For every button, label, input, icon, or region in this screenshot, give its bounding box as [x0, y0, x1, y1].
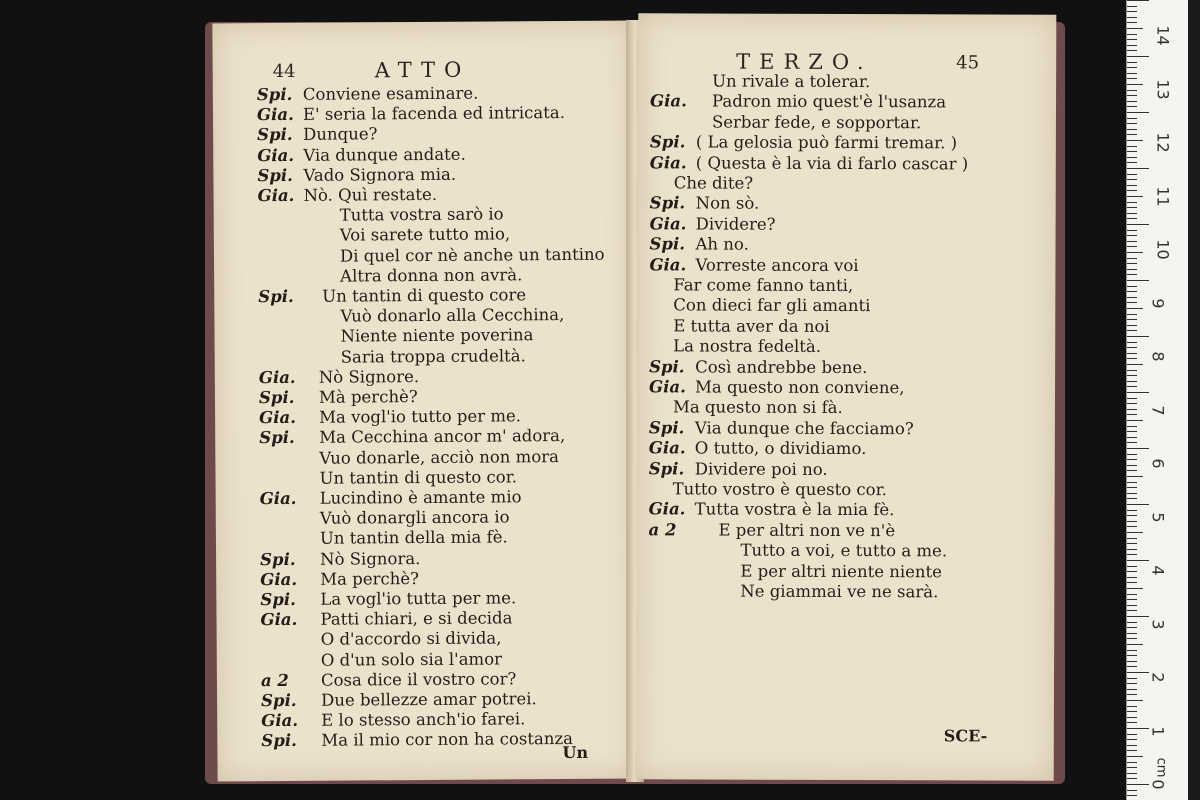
ruler-tick: [1127, 778, 1137, 779]
ruler-tick: [1127, 112, 1149, 113]
text-line: [636, 561, 1054, 581]
ruler-tick: [1127, 694, 1137, 695]
ruler-tick: [1127, 50, 1137, 51]
ruler-tick: [1127, 157, 1137, 158]
ruler-tick: [1127, 358, 1137, 359]
ruler-tick: [1127, 722, 1137, 723]
text-line: [637, 479, 1055, 500]
ruler-tick: [1127, 398, 1137, 399]
verse-text: O tutto, o dividiamo.: [694, 438, 867, 459]
ruler-tick: [1127, 470, 1137, 471]
ruler-label: 14: [1153, 25, 1173, 46]
ruler-tick: [1127, 0, 1149, 1]
page-number-left: 44: [272, 60, 296, 83]
ruler-tick: [1127, 140, 1143, 141]
ruler-tick: [1127, 258, 1137, 259]
ruler-label: 4: [1148, 565, 1168, 576]
ruler-tick: [1127, 622, 1137, 623]
ruler-tick: [1127, 454, 1137, 455]
ruler-tick: [1127, 734, 1137, 735]
verse-text: E tutta aver da noi: [673, 316, 830, 336]
verse-text: Un rivale a tolerar.: [712, 71, 871, 92]
speaker-label: Gia.: [649, 152, 687, 173]
ruler-tick: [1127, 106, 1137, 107]
ruler-label: 9: [1148, 297, 1168, 309]
text-line: [638, 214, 1056, 234]
verse-text: Vado Signora mia.: [303, 164, 457, 185]
verse-text: Saria troppa crudeltà.: [340, 345, 526, 367]
verse-text: Lucindino è amante mio: [319, 487, 522, 508]
right-text-block: [636, 13, 1057, 780]
text-line: [637, 418, 1055, 439]
verse-text: Due bellezze amar potrei.: [321, 689, 537, 710]
ruler-tick: [1127, 678, 1137, 679]
ruler-tick: [1127, 560, 1149, 561]
verse-text: E per altri niente niente: [740, 561, 942, 581]
ruler-tick: [1127, 476, 1143, 477]
speaker-label: Gia.: [649, 254, 687, 275]
ruler-tick: [1127, 459, 1137, 460]
ruler-tick: [1127, 218, 1137, 219]
ruler-tick: [1127, 414, 1137, 415]
verse-text: Dividere poi no.: [694, 459, 828, 479]
catchword-left: Un: [562, 742, 589, 763]
ruler-tick: [1127, 711, 1137, 712]
ruler-tick: [1127, 706, 1137, 707]
verse-text: Padron mio quest'è l'usanza: [711, 91, 947, 112]
ruler-tick: [1127, 62, 1137, 63]
speaker-label: Spi.: [260, 549, 296, 569]
text-line: [638, 112, 1056, 133]
ruler-tick: [1127, 45, 1137, 46]
ruler-tick: [1127, 146, 1137, 147]
ruler-label: 7: [1148, 404, 1168, 416]
ruler-tick: [1127, 375, 1137, 376]
verse-text: Ne giammai ve ne sarà.: [740, 581, 939, 602]
verse-text: La vogl'io tutta per me.: [320, 588, 517, 609]
ruler-tick: [1127, 314, 1137, 315]
ruler-tick: [1127, 224, 1149, 225]
ruler-tick: [1127, 174, 1137, 175]
speaker-label: Gia.: [256, 105, 294, 125]
ruler-tick: [1127, 442, 1137, 443]
ruler-tick: [1127, 392, 1149, 393]
ruler-tick: [1127, 728, 1149, 729]
ruler-tick: [1127, 101, 1137, 102]
speaker-label: a 2: [648, 520, 677, 540]
ruler-tick: [1127, 297, 1137, 298]
ruler-tick: [1127, 28, 1143, 29]
ruler-tick: [1127, 134, 1137, 135]
ruler-tick: [1127, 750, 1137, 751]
ruler-tick: [1127, 549, 1137, 550]
ruler-tick: [1127, 11, 1137, 12]
speaker-label: Spi.: [259, 428, 295, 448]
text-line: [638, 71, 1056, 92]
verse-text: Niente niente poverina: [340, 325, 534, 346]
page-number-right: 45: [956, 52, 980, 74]
ruler-tick: [1127, 252, 1143, 253]
ruler-tick: [1127, 246, 1137, 247]
ruler-label: 11: [1153, 185, 1173, 207]
ruler-tick: [1127, 538, 1137, 539]
ruler-tick: [1127, 426, 1137, 427]
verse-text: Tutta vostra è la mia fè.: [694, 499, 895, 520]
ruler-tick: [1127, 521, 1137, 522]
running-header-left: ATTO: [374, 57, 471, 83]
ruler-label: 5: [1148, 511, 1168, 523]
text-line: [636, 540, 1054, 561]
ruler-tick: [1127, 84, 1143, 85]
ruler-tick: [1127, 370, 1137, 371]
ruler-tick: [1127, 34, 1137, 35]
ruler-label: 8: [1148, 351, 1168, 362]
ruler-tick: [1127, 364, 1143, 365]
verse-text: Ma questo non conviene,: [695, 377, 905, 398]
ruler-tick: [1127, 190, 1137, 191]
verse-text: Di quel cor nè anche un tantino: [339, 244, 605, 266]
text-line: [637, 356, 1055, 377]
verse-text: E' seria la facenda ed intricata.: [302, 103, 566, 125]
verse-text: ( Questa è la via di farlo cascar ): [695, 153, 969, 174]
ruler-tick: [1127, 386, 1137, 387]
ruler-tick: [1127, 437, 1137, 438]
verse-text: Via dunque andate.: [303, 144, 466, 165]
ruler-tick: [1127, 95, 1137, 96]
verse-text: Voi sarete tutto mio,: [339, 224, 511, 245]
ruler-tick: [1127, 420, 1143, 421]
verse-text: Ma vogl'io tutto per me.: [319, 406, 522, 427]
speaker-label: Spi.: [257, 125, 293, 145]
ruler-label: 1: [1148, 725, 1168, 737]
ruler-tick: [1127, 745, 1137, 746]
speaker-label: Gia.: [258, 367, 296, 387]
speaker-label: Spi.: [648, 418, 685, 438]
ruler-label: 6: [1148, 458, 1168, 469]
ruler-tick: [1127, 532, 1143, 533]
speaker-label: Gia.: [648, 499, 686, 519]
verse-text: E per altri non ve n'è: [718, 520, 896, 540]
verse-text: Che dite?: [673, 173, 754, 193]
ruler-tick: [1127, 666, 1137, 667]
ruler-tick: [1127, 599, 1137, 600]
speaker-label: Spi.: [261, 690, 297, 711]
ruler-tick: [1127, 566, 1137, 567]
verse-text: Patti chiari, e si decida: [320, 608, 513, 629]
ruler-tick: [1127, 510, 1137, 511]
ruler-tick: [1127, 56, 1149, 57]
verse-text: Nò. Quì restate.: [303, 184, 438, 205]
ruler-tick: [1127, 162, 1137, 163]
ruler-tick: [1127, 431, 1137, 432]
verse-text: Far come fanno tanti,: [673, 275, 854, 296]
ruler-tick: [1127, 616, 1149, 617]
text-line: [638, 132, 1056, 153]
verse-text: Vorreste ancora voi: [695, 255, 859, 275]
ruler-tick: [1127, 73, 1137, 74]
verse-text: ( La gelosia può farmi tremar. ): [695, 132, 958, 153]
ruler-tick: [1127, 498, 1137, 499]
ruler-tick: [1127, 319, 1137, 320]
ruler-tick: [1127, 487, 1137, 488]
ruler-tick: [1127, 381, 1137, 382]
verse-text: La nostra fedeltà.: [673, 336, 822, 357]
verse-text: Altra donna non avrà.: [340, 265, 523, 286]
ruler-tick: [1127, 762, 1137, 763]
speaker-label: Gia.: [259, 408, 296, 428]
ruler-tick: [1127, 756, 1143, 757]
ruler-tick: [1127, 482, 1137, 483]
ruler-tick: [1127, 123, 1137, 124]
speaker-label: Spi.: [649, 193, 686, 213]
ruler-tick: [1127, 493, 1137, 494]
ruler-tick: [1127, 280, 1149, 281]
ruler-unit-label: cm: [1153, 757, 1169, 778]
verse-text: Vuò donargli ancora io: [319, 507, 510, 528]
ruler-tick: [1127, 67, 1137, 68]
speaker-label: a 2: [260, 670, 289, 690]
speaker-label: Spi.: [258, 286, 294, 307]
text-line: [637, 499, 1055, 520]
verse-text: Nò Signora.: [320, 548, 421, 569]
ruler-tick: [1127, 235, 1137, 236]
speaker-label: Gia.: [257, 145, 295, 165]
ruler-tick: [1127, 610, 1137, 611]
text-line: [636, 581, 1054, 602]
ruler-tick: [1127, 78, 1137, 79]
ruler-tick: [1127, 700, 1143, 701]
ruler-tick: [1127, 179, 1137, 180]
ruler-tick: [1127, 683, 1137, 684]
ruler-tick: [1127, 207, 1137, 208]
ruler-tick: [1127, 274, 1137, 275]
verse-text: Tutta vostra sarò io: [339, 204, 504, 225]
verse-text: Vuo donarle, acciò non mora: [319, 446, 560, 468]
verse-text: Ma Cecchina ancor m' adora,: [319, 426, 566, 448]
ruler-tick: [1127, 308, 1143, 309]
speaker-label: Spi.: [649, 356, 685, 377]
ruler-tick: [1127, 347, 1137, 348]
text-line: [637, 438, 1055, 459]
ruler-tick: [1127, 717, 1137, 718]
running-header-right: TERZO.: [736, 49, 873, 75]
ruler-tick: [1127, 605, 1137, 606]
ruler-label: 2: [1148, 672, 1168, 683]
ruler-tick: [1127, 588, 1143, 589]
verse-text: Tutto a voi, e tutto a me.: [740, 540, 948, 561]
verse-text: Tutto vostro è questo cor.: [672, 479, 887, 500]
ruler-label: 13: [1153, 78, 1173, 100]
verse-text: Cosa dice il vostro cor?: [320, 669, 517, 690]
ruler-tick: [1127, 515, 1137, 516]
ruler-tick: [1127, 291, 1137, 292]
verse-text: Ma questo non si fà.: [672, 397, 843, 418]
ruler-tick: [1127, 325, 1137, 326]
verse-text: O d'accordo si divida,: [320, 628, 502, 650]
ruler-tick: [1127, 213, 1137, 214]
verse-text: E lo stesso anch'io farei.: [321, 709, 526, 730]
ruler-tick: [1127, 594, 1137, 595]
ruler-tick: [1127, 263, 1137, 264]
ruler-tick: [1127, 526, 1137, 527]
ruler-tick: [1127, 151, 1137, 152]
ruler-tick: [1127, 336, 1149, 337]
verse-text: Un tantin di questo core: [322, 285, 527, 306]
ruler-tick: [1127, 90, 1137, 91]
ruler-tick: [1127, 790, 1137, 791]
ruler-tick: [1127, 633, 1137, 634]
speaker-label: Gia.: [257, 185, 295, 206]
verse-text: Un tantin della mia fè.: [319, 527, 508, 549]
text-line: [638, 234, 1056, 254]
ruler-tick: [1127, 302, 1137, 303]
ruler-tick: [1127, 767, 1137, 768]
speaker-label: Gia.: [260, 569, 298, 589]
ruler-tick: [1127, 543, 1137, 544]
verse-text: Ah no.: [695, 234, 749, 254]
verse-text: Non sò.: [695, 193, 760, 214]
text-line: [638, 152, 1056, 174]
speaker-label: Gia.: [261, 711, 299, 731]
ruler-label: 0: [1148, 779, 1168, 790]
ruler-tick: [1127, 784, 1149, 785]
speaker-label: Gia.: [649, 214, 687, 234]
text-line: [213, 83, 633, 105]
text-line: [638, 91, 1056, 112]
ruler-tick: [1127, 230, 1137, 231]
speaker-label: Gia.: [259, 488, 297, 509]
speaker-label: Gia.: [260, 610, 298, 630]
ruler-label: 3: [1148, 618, 1168, 630]
verse-text: Dividere?: [695, 214, 776, 234]
ruler-tick: [1127, 582, 1137, 583]
ruler-tick: [1127, 342, 1137, 343]
ruler-tick: [1127, 448, 1149, 449]
ruler-label: 12: [1153, 132, 1173, 153]
text-line: [637, 520, 1055, 540]
ruler-tick: [1127, 409, 1137, 410]
text-line: [638, 193, 1056, 214]
ruler-tick: [1127, 353, 1137, 354]
ruler-tick: [1127, 196, 1143, 197]
ruler-tick: [1127, 554, 1137, 555]
ruler-tick: [1127, 650, 1137, 651]
measurement-ruler: [1126, 0, 1189, 800]
ruler-tick: [1127, 403, 1137, 404]
verse-text: Ma il mio cor non ha costanza: [321, 729, 574, 751]
ruler-tick: [1127, 571, 1137, 572]
ruler-tick: [1127, 241, 1137, 242]
verse-text: Conviene esaminare.: [302, 83, 479, 104]
verse-text: Con dieci far gli amanti: [673, 295, 871, 316]
speaker-label: Spi.: [648, 458, 685, 479]
ruler-tick: [1127, 627, 1137, 628]
speaker-label: Spi.: [257, 165, 293, 185]
ruler-tick: [1127, 739, 1137, 740]
ruler-tick: [1127, 118, 1137, 119]
ruler-tick: [1127, 689, 1137, 690]
text-line: [637, 295, 1055, 316]
verse-text: Un tantin di questo cor.: [319, 467, 518, 488]
verse-text: Ma perchè?: [320, 568, 419, 589]
ruler-tick: [1127, 638, 1137, 639]
speaker-label: Spi.: [260, 589, 296, 610]
text-line: [637, 377, 1055, 398]
ruler-tick: [1127, 672, 1149, 673]
verse-text: Via dunque che facciamo?: [694, 418, 914, 439]
ruler-tick: [1127, 6, 1137, 7]
ruler-tick: [1127, 773, 1137, 774]
speaker-label: Gia.: [649, 377, 686, 397]
ruler-tick: [1127, 655, 1137, 656]
ruler-tick: [1127, 795, 1137, 796]
speaker-label: Gia.: [648, 438, 686, 458]
ruler-tick: [1127, 17, 1137, 18]
ruler-tick: [1127, 330, 1137, 331]
ruler-tick: [1127, 185, 1137, 186]
catchword-right: SCE-: [943, 726, 988, 746]
verse-text: O d'un solo sia l'amor: [320, 649, 503, 670]
text-line: [637, 336, 1055, 357]
verse-text: Vuò donarlo alla Cecchina,: [340, 305, 565, 326]
ruler-tick: [1127, 39, 1137, 40]
ruler-tick: [1127, 504, 1149, 505]
ruler-label: 10: [1153, 239, 1173, 260]
right-edge-strip: [1188, 0, 1200, 800]
ruler-tick: [1127, 168, 1149, 169]
verse-text: Mà perchè?: [318, 387, 418, 407]
verse-text: Nò Signore.: [318, 366, 420, 387]
verse-text: Dunque?: [303, 124, 378, 145]
verse-text: Serbar fede, e sopportar.: [711, 112, 922, 133]
speaker-label: Spi.: [649, 132, 686, 152]
speaker-label: Spi.: [256, 84, 293, 105]
right-page: [636, 13, 1057, 780]
speaker-label: Spi.: [258, 387, 295, 408]
ruler-tick: [1127, 269, 1137, 270]
ruler-tick: [1127, 661, 1137, 662]
ruler-tick: [1127, 644, 1143, 645]
ruler-tick: [1127, 129, 1137, 130]
ruler-tick: [1127, 202, 1137, 203]
ruler-tick: [1127, 286, 1137, 287]
ruler-tick: [1127, 22, 1137, 23]
ruler-tick: [1127, 577, 1137, 578]
text-line: [637, 275, 1055, 296]
speaker-label: Spi.: [261, 731, 297, 751]
speaker-label: Gia.: [649, 91, 687, 111]
left-page: [212, 21, 637, 782]
ruler-tick: [1127, 465, 1137, 466]
left-text-block: [212, 21, 637, 782]
verse-text: Così andrebbe bene.: [695, 357, 868, 377]
text-line: [637, 254, 1055, 275]
speaker-label: Spi.: [649, 234, 686, 254]
